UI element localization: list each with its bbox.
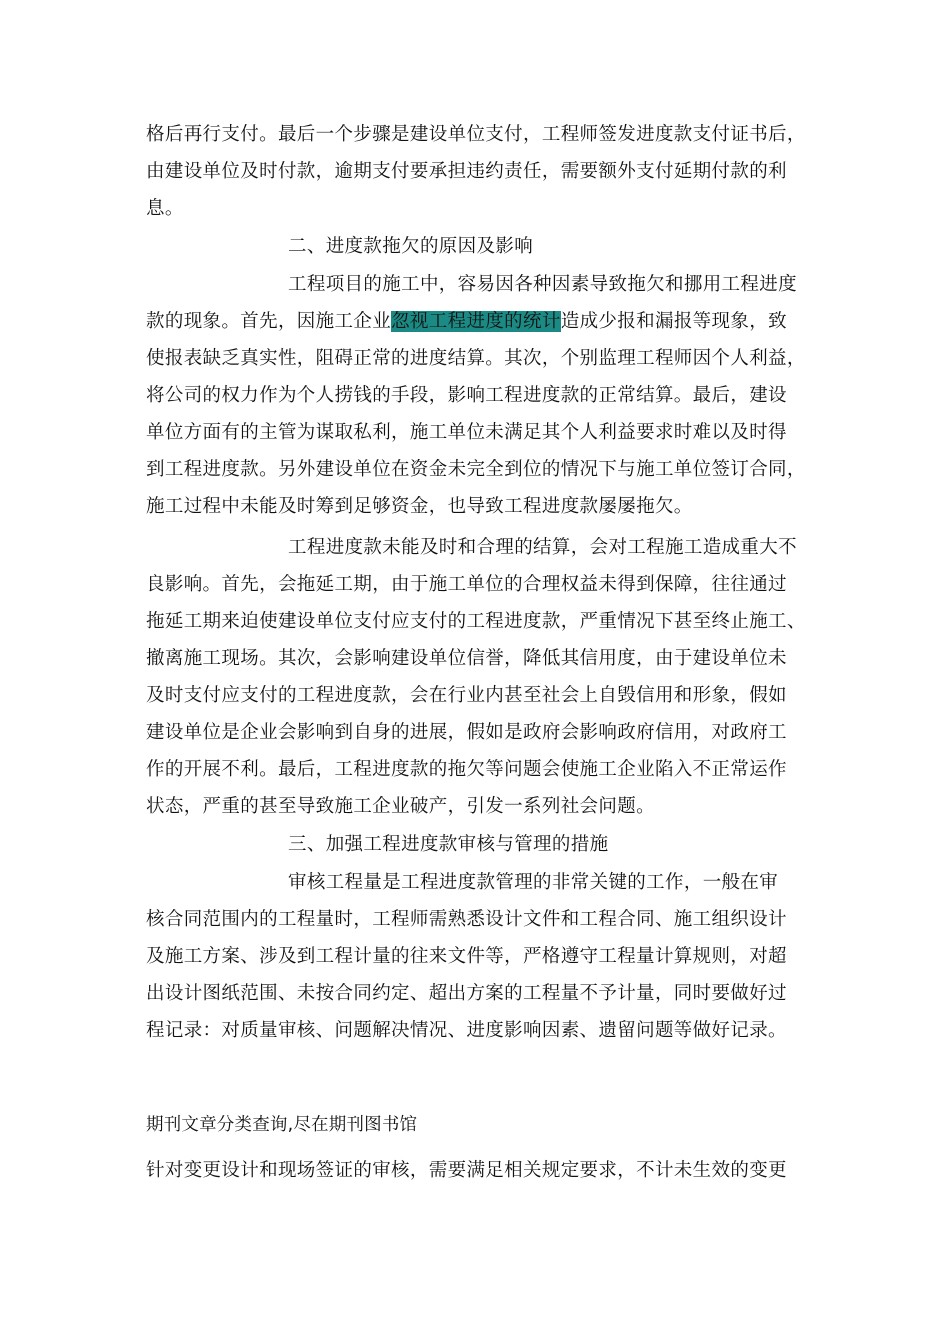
- text-segment: 造成少报和漏报等现象，致: [560, 311, 787, 332]
- paragraph-line: 作的开展不利。最后，工程进度款的拖欠等问题会使施工企业陷入不正常运作: [146, 759, 787, 780]
- paragraph-line: 撤离施工现场。其次，会影响建设单位信誉，降低其信用度，由于建设单位未: [146, 648, 787, 669]
- paragraph-line: 工程项目的施工中，容易因各种因素导致拖欠和挪用工程进度: [288, 274, 797, 295]
- paragraph-line: 建设单位是企业会影响到自身的进展，假如是政府会影响政府信用，对政府工: [146, 722, 787, 743]
- paragraph-line: 将公司的权力作为个人捞钱的手段，影响工程进度款的正常结算。最后，建设: [146, 385, 787, 406]
- paragraph-line: 及施工方案、涉及到工程计量的往来文件等，严格遵守工程量计算规则，对超: [146, 946, 787, 967]
- paragraph-line: 施工过程中未能及时筹到足够资金，也导致工程进度款屡屡拖欠。: [146, 496, 693, 517]
- paragraph-line: 由建设单位及时付款，逾期支付要承担违约责任，需要额外支付延期付款的利: [146, 161, 787, 182]
- highlighted-text: 忽视工程进度的统计: [391, 311, 561, 332]
- paragraph-line: 状态，严重的甚至导致施工企业破产，引发一系列社会问题。: [146, 796, 655, 817]
- paragraph-line: 拖延工期来迫使建设单位支付应支付的工程进度款，严重情况下甚至终止施工、: [146, 611, 806, 632]
- paragraph-line: 良影响。首先，会拖延工期，由于施工单位的合理权益未得到保障，往往通过: [146, 574, 787, 595]
- paragraph-line: 出设计图纸范围、未按合同约定、超出方案的工程量不予计量，同时要做好过: [146, 983, 787, 1004]
- text-segment: 款的现象。首先，因施工企业: [146, 311, 392, 332]
- paragraph-line: 使报表缺乏真实性，阻碍正常的进度结算。其次，个别监理工程师因个人利益，: [146, 348, 806, 369]
- paragraph-line: 针对变更设计和现场签证的审核，需要满足相关规定要求，不计未生效的变更: [146, 1160, 787, 1181]
- paragraph-line: 核合同范围内的工程量时，工程师需熟悉设计文件和工程合同、施工组织设计: [146, 909, 787, 930]
- paragraph-line: 程记录：对质量审核、问题解决情况、进度影响因素、遗留问题等做好记录。: [146, 1020, 787, 1041]
- paragraph-line: 单位方面有的主管为谋取私利，施工单位未满足其个人利益要求时难以及时得: [146, 422, 787, 443]
- journal-note: 期刊文章分类查询,尽在期刊图书馆: [146, 1115, 418, 1135]
- section-heading: 二、进度款拖欠的原因及影响: [288, 236, 534, 257]
- paragraph-line: 到工程进度款。另外建设单位在资金未完全到位的情况下与施工单位签订合同，: [146, 459, 806, 480]
- paragraph-line: 格后再行支付。最后一个步骤是建设单位支付，工程师签发进度款支付证书后，: [146, 124, 806, 145]
- paragraph-line: 工程进度款未能及时和合理的结算，会对工程施工造成重大不: [288, 537, 797, 558]
- paragraph-line: 息。: [146, 198, 184, 219]
- paragraph-line: 及时支付应支付的工程进度款，会在行业内甚至社会上自毁信用和形象，假如: [146, 685, 787, 706]
- paragraph-line-with-highlight: [146, 307, 787, 337]
- paragraph-line: 审核工程量是工程进度款管理的非常关键的工作，一般在审: [288, 872, 779, 893]
- section-heading: 三、加强工程进度款审核与管理的措施: [288, 834, 609, 855]
